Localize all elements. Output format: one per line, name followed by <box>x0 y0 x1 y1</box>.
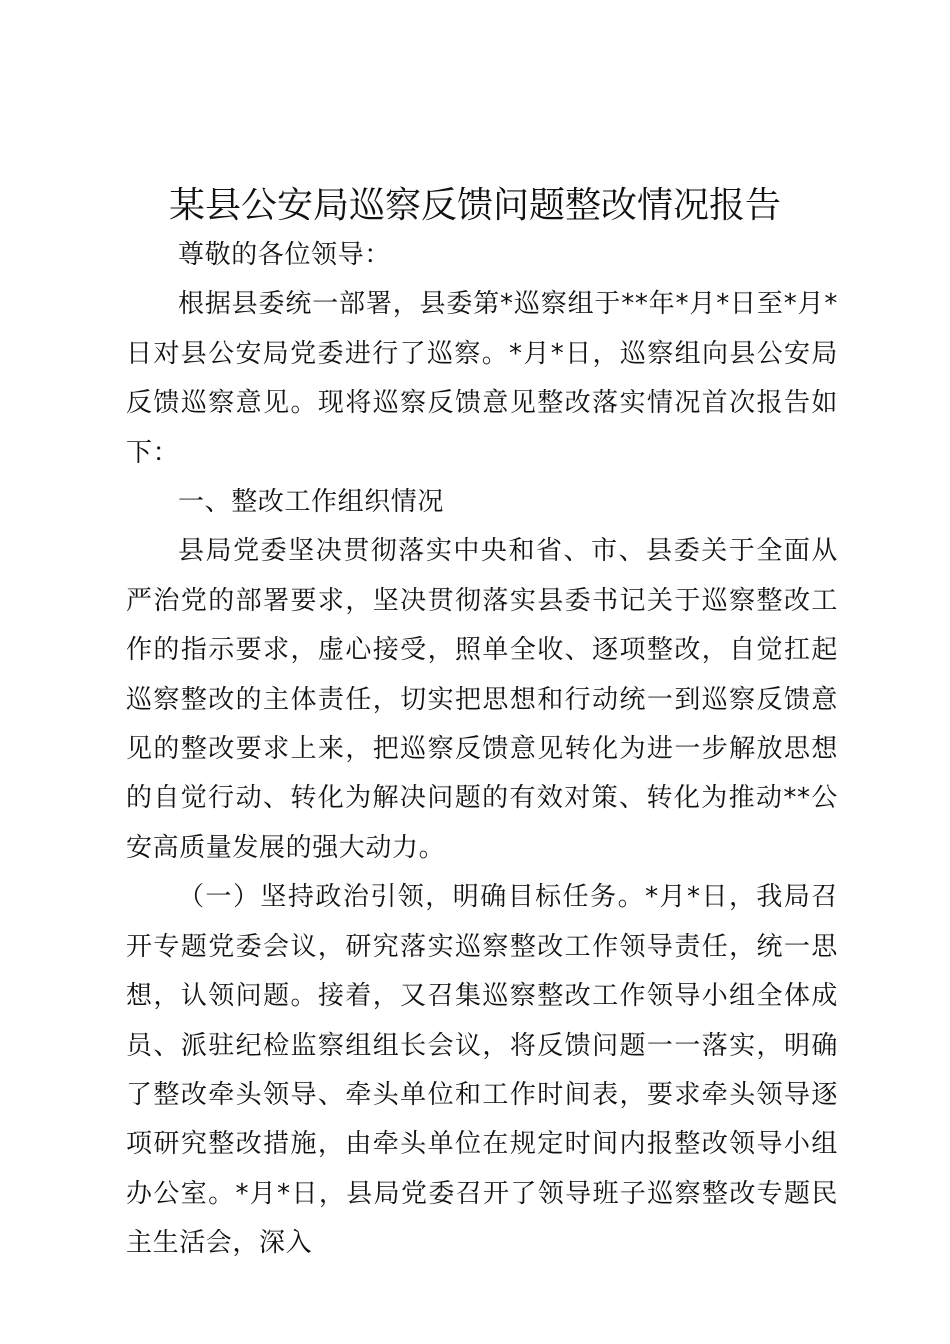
salutation-paragraph: 尊敬的各位领导： <box>178 240 391 270</box>
document-body <box>126 231 838 1269</box>
body-paragraph: 县局党委坚决贯彻落实中央和省、市、县委关于全面从严治党的部署要求，坚决贯彻落实县委书记关于巡察整改工作的指示要求，虚心接受，照单全收、逐项整改，自觉扛起巡察整改的主体责任，切实把思想和行动统一到巡察反馈意见的整改要求上来，把巡察反馈意见转化为进一步解放思想的自觉行动、转化为解决问题的有效对策、转化为推动**公安高质量发展的强大动力。 <box>126 536 838 863</box>
body-paragraph: （一）坚持政治引领，明确目标任务。*月*日，我局召开专题党委会议，研究落实巡察整改工作领导责任，统一思想，认领问题。接着，又召集巡察整改工作领导小组全体成员、派驻纪检监察组组长会议，将反馈问题一一落实，明确了整改牵头领导、牵头单位和工作时间表，要求牵头领导逐项研究整改措施，由牵头单位在规定时间内报整改领导小组办公室。*月*日，县局党委召开了领导班子巡察整改专题民主生活会，深入 <box>126 882 838 1259</box>
document-title: 某县公安局巡察反馈问题整改情况报告 <box>168 185 781 226</box>
intro-paragraph: 根据县委统一部署，县委第*巡察组于**年*月*日至*月*日对县公安局党委进行了巡察。*月*日，巡察组向县公安局反馈巡察意见。现将巡察反馈意见整改落实情况首次报告如下： <box>126 289 838 468</box>
section-heading: 一、整改工作组织情况 <box>178 487 445 518</box>
